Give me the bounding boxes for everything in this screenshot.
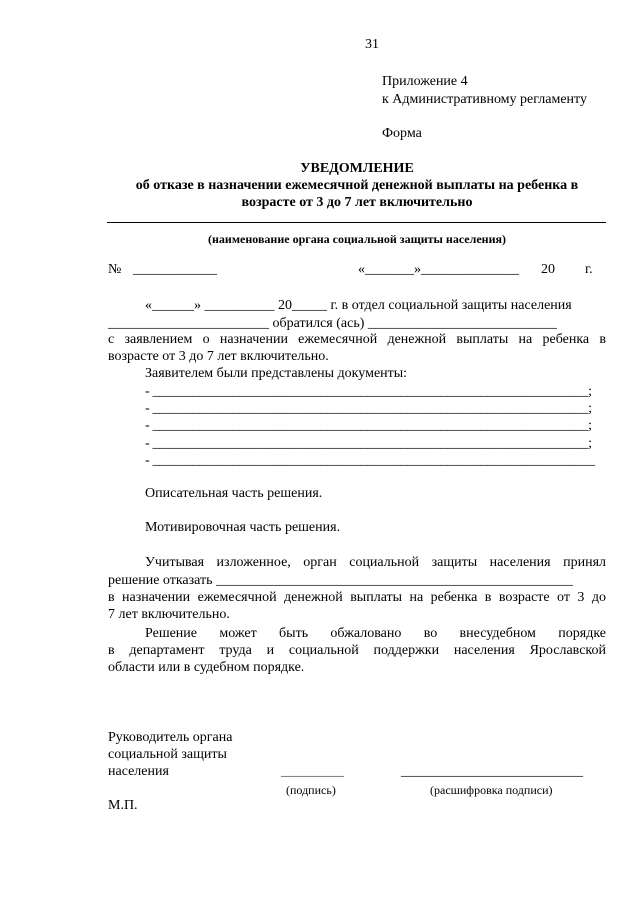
signature-blank[interactable]: _________ <box>281 764 344 779</box>
decision-line3: в назначении ежемесячной денежной выплаты на ребенка в возрасте от 3 до <box>108 590 606 605</box>
descriptive-part: Описательная часть решения. <box>145 486 323 501</box>
head-title-line1: Руководитель органа <box>108 730 233 745</box>
form-label: Форма <box>382 126 422 141</box>
decision-line1: Учитывая изложенное, орган социальной защиты населения принял <box>145 555 606 570</box>
year-suffix: г. <box>585 262 593 277</box>
decision-line2: решение отказать ___________________________________________________ <box>108 573 574 588</box>
body-line4: возрасте от 3 до 7 лет включительно. <box>108 349 329 364</box>
signature-decoding-caption: (расшифровка подписи) <box>430 783 553 797</box>
appendix-line2: к Административному регламенту <box>382 92 587 107</box>
motivational-part: Мотивировочная часть решения. <box>145 520 341 535</box>
document-title-line1: об отказе в назначении ежемесячной денежной выплаты на ребенка в <box>135 178 579 193</box>
stamp-label: М.П. <box>108 798 138 813</box>
document-line[interactable]: - _________________________________________________________________; <box>145 436 592 451</box>
appeal-line1: Решение может быть обжаловано во внесудебном порядке <box>145 626 606 641</box>
document-line[interactable]: - __________________________________________________________________ <box>145 453 595 468</box>
head-title-line2: социальной защиты <box>108 747 227 762</box>
date-blank[interactable]: «_______»______________ <box>358 262 519 277</box>
year-label: 20 <box>541 262 555 277</box>
appeal-line3: области или в судебном порядке. <box>108 660 305 675</box>
decision-line4: 7 лет включительно. <box>108 607 230 622</box>
documents-intro: Заявителем были представлены документы: <box>145 366 408 381</box>
document-line[interactable]: - _________________________________________________________________; <box>145 418 592 433</box>
document-title-line2: возрасте от 3 до 7 лет включительно <box>241 195 473 210</box>
org-name-line[interactable] <box>107 222 606 223</box>
body-line2: _______________________ обратился (ась) ___________________________ <box>108 316 557 331</box>
org-name-caption: (наименование органа социальной защиты населения) <box>208 232 506 246</box>
head-title-line3: населения <box>108 764 169 779</box>
document-line[interactable]: - _________________________________________________________________; <box>145 401 592 416</box>
document-line[interactable]: - _________________________________________________________________; <box>145 384 592 399</box>
body-line3: с заявлением о назначении ежемесячной денежной выплаты на ребенка в <box>108 332 606 347</box>
signature-caption: (подпись) <box>286 783 336 797</box>
body-line1: «______» __________ 20_____ г. в отдел социальной защиты населения <box>145 298 572 313</box>
document-heading: УВЕДОМЛЕНИЕ <box>300 161 414 176</box>
appendix-line1: Приложение 4 <box>382 74 468 89</box>
appeal-line2: в департамент труда и социальной поддержки населения Ярославской <box>108 643 606 658</box>
number-label: № <box>108 262 122 277</box>
signature-decoding-blank[interactable]: __________________________ <box>401 764 583 779</box>
page-number: 31 <box>365 37 379 52</box>
number-blank[interactable]: ____________ <box>133 262 217 277</box>
